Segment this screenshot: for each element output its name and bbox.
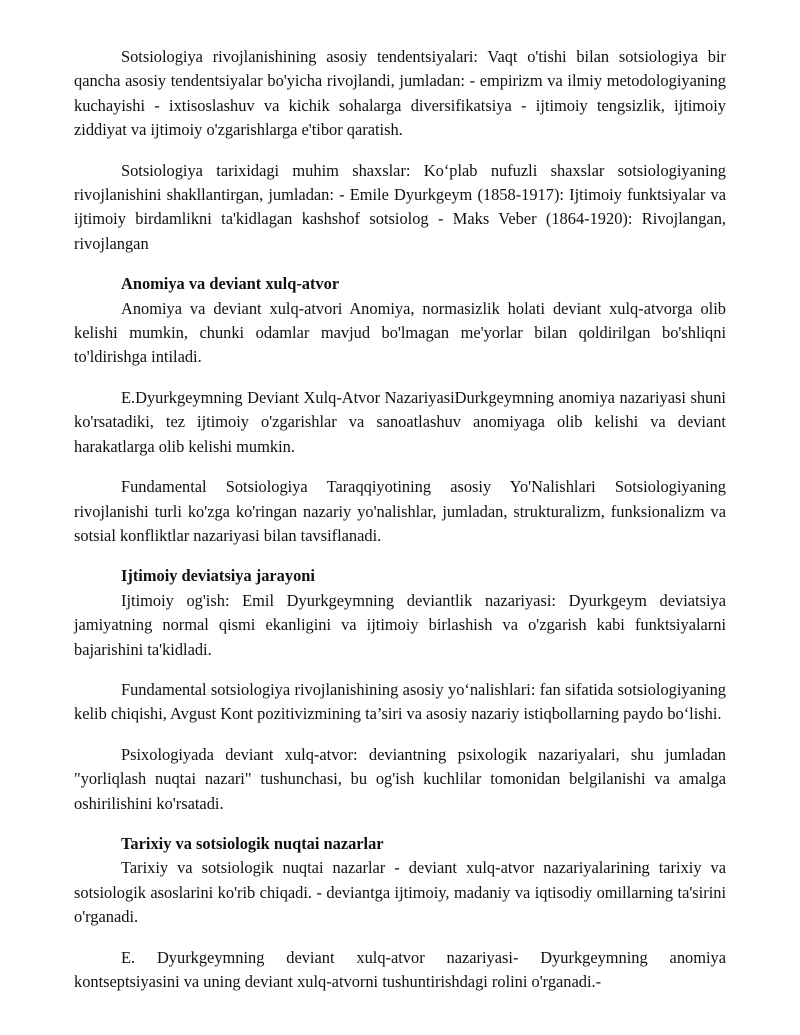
paragraph-main-directions: Fundamental sotsiologiya rivojlanishining asosiy yo‘nalishlari: fan sifatida sotsiologiyaning kelib chiqishi, Avgust Kont pozitivizmining ta’siri va asosiy nazariy istiqbollarning paydo bo‘lishi.	[74, 679, 726, 724]
heading-social-deviation: Ijtimoiy deviatsiya jarayoni	[121, 566, 315, 586]
paragraph-anomie: Anomiya va deviant xulq-atvori Anomiya, normasizlik holati deviant xulq-atvorga olib kelishi mumkin, chunki odamlar mavjud bo'lmagan me'yorlar bilan qoldirilgan bo'shliqni to'ldirishga intiladi.	[74, 298, 726, 367]
paragraph-social-deviation: Ijtimoiy og'ish: Emil Dyurkgeymning deviantlik nazariyasi: Dyurkgeym deviatsiya jamiyatning normal qismi ekanligini va ijtimoiy birlashish va o'zgarish kabi funktsiyalarni bajarishini ta'kidladi.	[74, 590, 726, 659]
paragraph-fundamental-directions: Fundamental Sotsiologiya Taraqqiyotining asosiy Yo'Nalishlari Sotsiologiyaning rivojlanishi turli ko'zga ko'ringan nazariy yo'nalishlar, jumladan, strukturalizm, funksionalizm va sotsial konfliktlar nazariyasi bilan tavsiflanadi.	[74, 477, 726, 545]
paragraph-important-figures: Sotsiologiya tarixidagi muhim shaxslar: Ko‘plab nufuzli shaxslar sotsiologiyaning rivojlanishini shakllantirgan, jumladan: - Emile Dyurkgeym (1858-1917): Ijtimoiy funktsiyalar va ijtimoiy birdamlikni ta'kidlagan kashshof sotsiolog - Maks Veber (1864-1920): Rivojlangan, rivojlangan	[74, 160, 726, 253]
paragraph-durkheim-anomie: E. Dyurkgeymning deviant xulq-atvor nazariyasi- Dyurkgeymning anomiya kontseptsiyasini va uning deviant xulq-atvorni tushuntirishdagi rolini o'rganadi.-	[74, 947, 726, 991]
paragraph-psychology: Psixologiyada deviant xulq-atvor: deviantning psixologik nazariyalari, shu jumladan "yorliqlash nuqtai nazari" tushunchasi, bu og'ish kuchlilar tomonidan belgilanishi va amalga oshirilishini ko'rsatadi.	[74, 744, 726, 813]
paragraph-historical-perspectives: Tarixiy va sotsiologik nuqtai nazarlar - deviant xulq-atvor nazariyalarining tarixiy va sotsiologik asoslarini ko'rib chiqadi. - deviantga ijtimoiy, madaniy va iqtisodiy omillarning ta'sirini o'rganadi.	[74, 858, 726, 927]
heading-anomie: Anomiya va deviant xulq-atvor	[121, 274, 340, 294]
paragraph-durkheim-theory: E.Dyurkgeymning Deviant Xulq-Atvor NazariyasiDurkgeymning anomiya nazariyasi shuni ko'rsatadiki, tez ijtimoiy o'zgarishlar va sanoatlashuv anomiyaga olib kelishi va deviant harakatlarga olib kelishi mumkin.	[74, 387, 726, 456]
heading-historical-perspectives: Tarixiy va sotsiologik nuqtai nazarlar	[121, 833, 384, 853]
paragraph-sociology-trends: Sotsiologiya rivojlanishining asosiy tendentsiyalari: Vaqt o'tishi bilan sotsiologiya bir qancha asosiy tendentsiyalar bo'yicha rivojlandi, jumladan: - empirizm va ilmiy metodologiyaning kuchayishi - ixtisoslashuv va kichik sohalarga diversifikatsiya - ijtimoiy tengsizlik, ijtimoiy ziddiyat va ijtimoiy o'zgarishlarga e'tibor qaratish.	[74, 47, 726, 140]
